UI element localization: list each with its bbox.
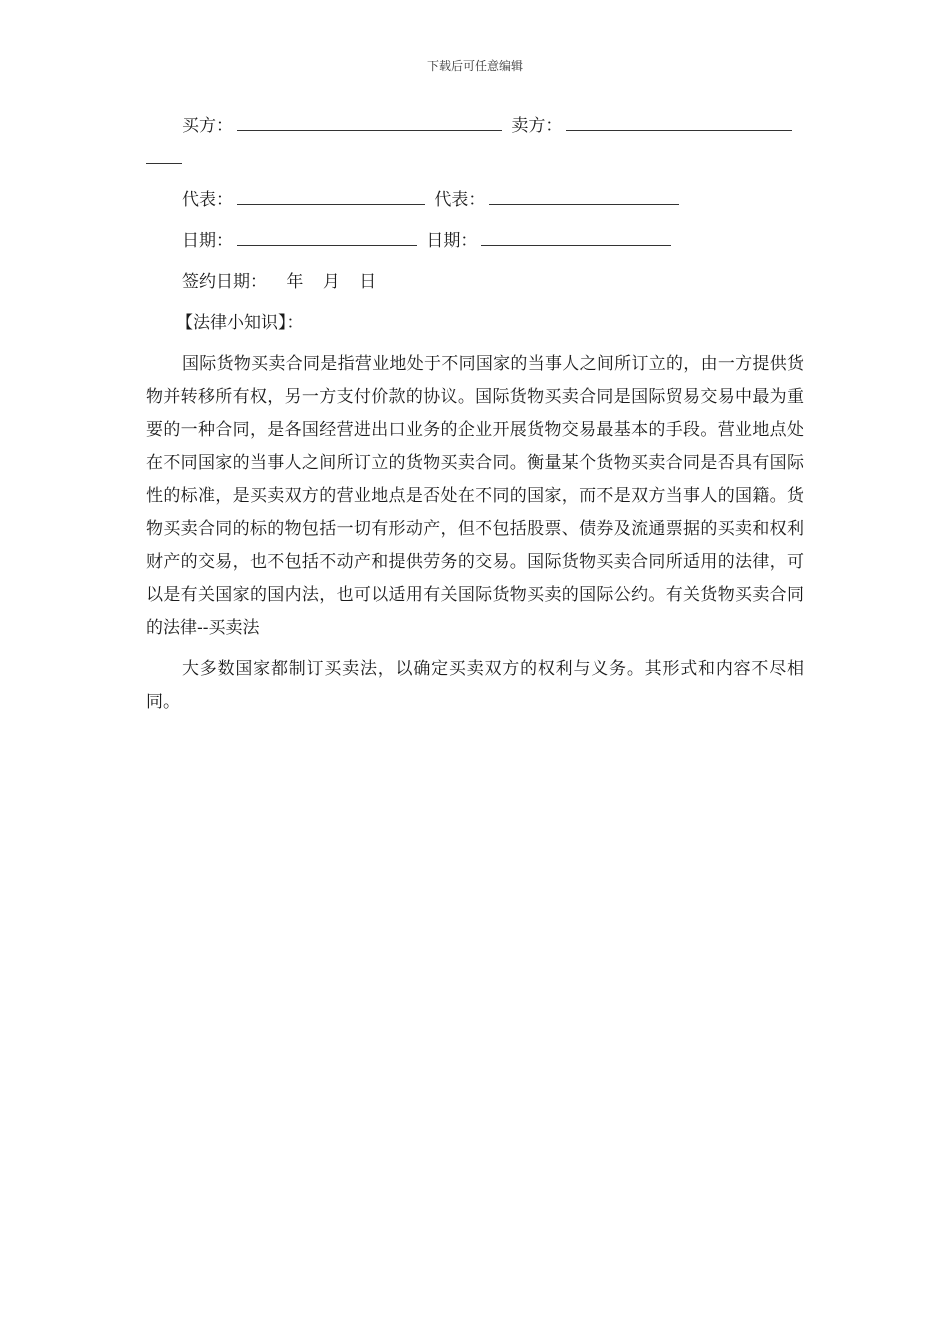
header-note: 下载后可任意编辑 (426, 59, 523, 73)
rep-label-seller: 代表： (434, 190, 486, 210)
date-label-seller: 日期： (426, 231, 478, 251)
sign-date-month: 月 (322, 272, 340, 292)
date-seller-blank-line (481, 233, 671, 246)
sign-date-row (146, 266, 804, 299)
seller-blank-line (566, 118, 792, 131)
sign-date-day: 日 (359, 272, 377, 292)
rep-label-buyer: 代表： (182, 190, 233, 210)
buyer-blank-line (237, 118, 502, 131)
buyer-label: 买方： (182, 116, 233, 136)
sign-date-label: 签约日期： (182, 272, 267, 292)
seller-label: 卖方： (511, 116, 563, 136)
document-page (146, 110, 804, 719)
date-label-buyer: 日期： (182, 231, 233, 251)
party-row (146, 110, 804, 143)
rep-seller-blank-line (489, 192, 679, 205)
rep-buyer-blank-line (237, 192, 425, 205)
knowledge-heading: 【法律小知识】： (176, 313, 304, 333)
knowledge-paragraph-1: 国际货物买卖合同是指营业地处于不同国家的当事人之间所订立的，由一方提供货物并转移所有权，另一方支付价款的协议。国际货物买卖合同是国际贸易交易中最为重要的一种合同，是各国经营进出口业务的企业开展货物交易最基本的手段。营业地点处在不同国家的当事人之间所订立的货物买卖合同。衡量某个货物买卖合同是否具有国际性的标准，是买卖双方的营业地点是否处在不同的国家，而不是双方当事人的国籍。货物买卖合同的标的物包括一切有形动产，但不包括股票、债券及流通票据的买卖和权利财产的交易，也不包括不动产和提供劳务的交易。国际货物买卖合同所适用的法律，可以是有关国家的国内法，也可以适用有关国际货物买卖的国际公约。有关货物买卖合同的法律--买卖法 (146, 354, 804, 638)
sign-date-year: 年 (286, 272, 304, 292)
knowledge-paragraph-2: 大多数国家都制订买卖法，以确定买卖双方的权利与义务。其形式和内容不尽相同。 (146, 659, 804, 712)
seller-blank-line-continued (146, 151, 182, 164)
date-buyer-blank-line (237, 233, 417, 246)
representative-row (146, 184, 804, 217)
date-row (146, 225, 804, 258)
